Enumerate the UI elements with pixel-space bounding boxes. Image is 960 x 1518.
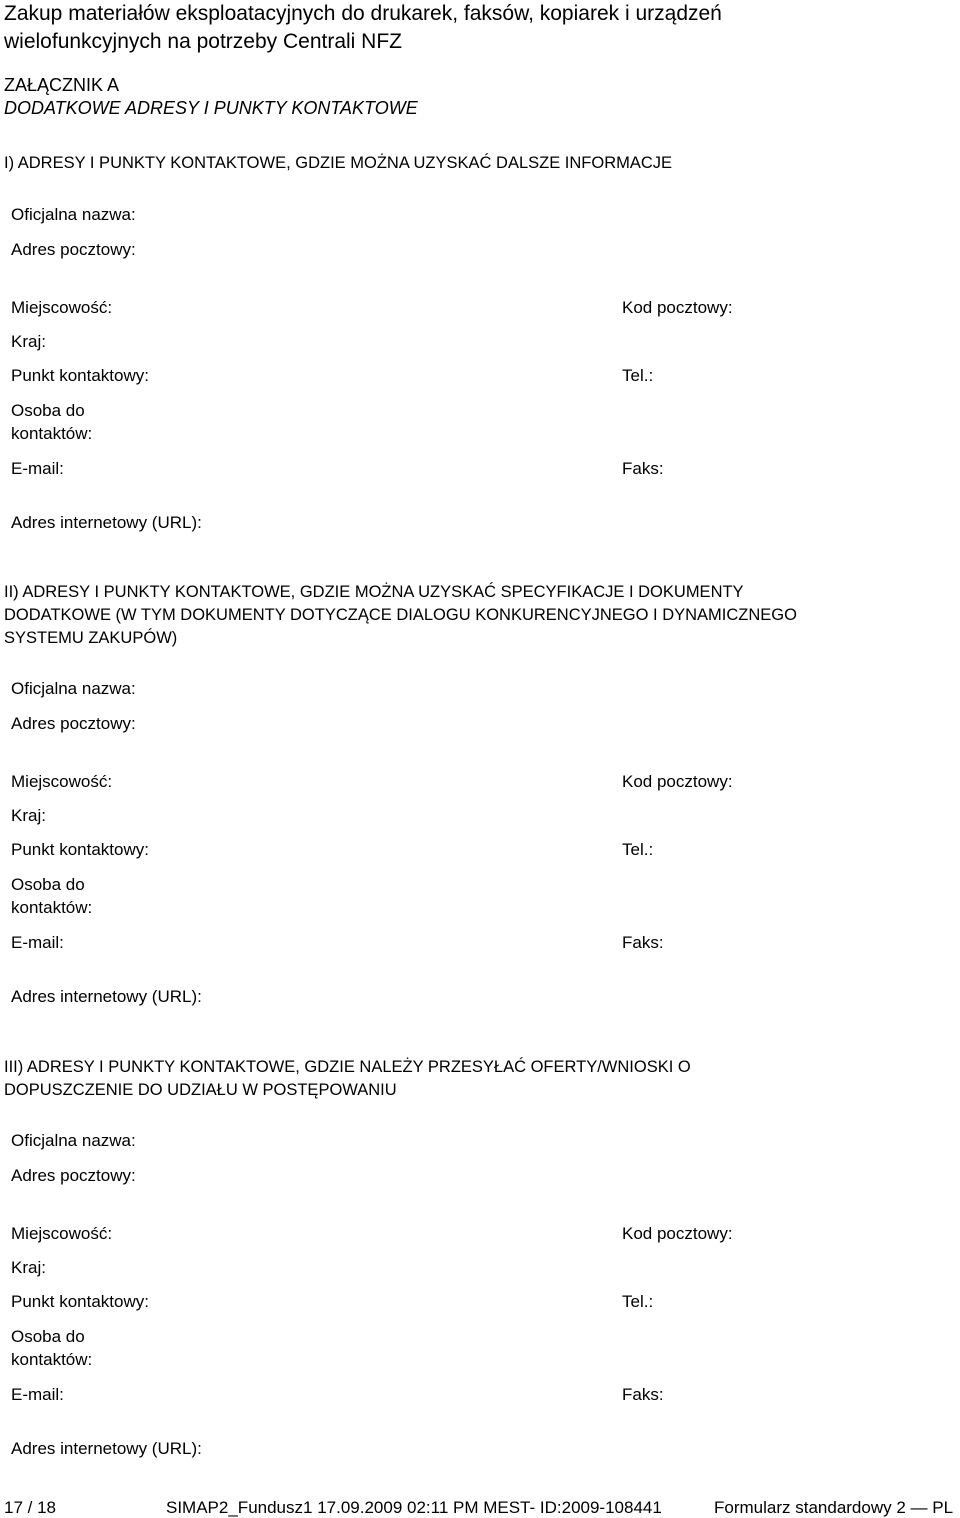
section-3-official-name-label: Oficjalna nazwa:: [11, 1131, 136, 1150]
document-title: [4, 0, 954, 56]
contact-person-line-1: Osoba do: [11, 1327, 85, 1346]
section-1-postal-address-label: Adres pocztowy:: [11, 240, 136, 259]
section-2-tel-label: Tel.:: [622, 840, 654, 859]
contact-person-line-2: kontaktów:: [11, 424, 93, 443]
section-2-contact-person-label: [11, 873, 92, 919]
section-3-heading-line-2: DOPUSZCZENIE DO UDZIAŁU W POSTĘPOWANIU: [4, 1081, 397, 1099]
section-1-postal-code-label: Kod pocztowy:: [622, 298, 733, 317]
section-2-heading: [4, 581, 954, 650]
contact-person-line-1: Osoba do: [11, 401, 85, 420]
section-1-country-label: Kraj:: [11, 332, 46, 351]
section-1-contact-point-label: Punkt kontaktowy:: [11, 366, 149, 385]
section-2-postal-address-label: Adres pocztowy:: [11, 714, 136, 733]
annex-subtitle: DODATKOWE ADRESY I PUNKTY KONTAKTOWE: [4, 98, 418, 118]
section-3-heading-line-1: III) ADRESY I PUNKTY KONTAKTOWE, GDZIE NALEŻY PRZESYŁAĆ OFERTY/WNIOSKI O: [4, 1058, 691, 1076]
section-1-url-label: Adres internetowy (URL):: [11, 513, 202, 532]
section-2-heading-line-2: DODATKOWE (W TYM DOKUMENTY DOTYCZĄCE DIALOGU KONKURENCYJNEGO I DYNAMICZNEGO: [4, 606, 797, 624]
section-3-town-label: Miejscowość:: [11, 1224, 113, 1243]
document-title-line-2: wielofunkcyjnych na potrzeby Centrali NFZ: [4, 30, 402, 53]
section-1-town-label: Miejscowość:: [11, 298, 113, 317]
footer-divider: [0, 1492, 960, 1493]
section-3-contact-person-label: [11, 1325, 92, 1371]
section-2-country-label: Kraj:: [11, 806, 46, 825]
section-2-email-label: E-mail:: [11, 933, 64, 952]
section-3-contact-point-label: Punkt kontaktowy:: [11, 1292, 149, 1311]
section-1-email-label: E-mail:: [11, 459, 64, 478]
footer-simap-id: SIMAP2_Fundusz1 17.09.2009 02:11 PM MEST- ID:2009-108441: [166, 1498, 662, 1517]
footer-page-number: 17 / 18: [4, 1498, 56, 1517]
section-3-tel-label: Tel.:: [622, 1292, 654, 1311]
section-2-town-label: Miejscowość:: [11, 772, 113, 791]
section-3-fax-label: Faks:: [622, 1385, 664, 1404]
section-1-fax-label: Faks:: [622, 459, 664, 478]
section-3-postal-code-label: Kod pocztowy:: [622, 1224, 733, 1243]
section-3-postal-address-label: Adres pocztowy:: [11, 1166, 136, 1185]
contact-person-line-2: kontaktów:: [11, 1350, 93, 1369]
section-2-heading-line-1: II) ADRESY I PUNKTY KONTAKTOWE, GDZIE MOŻNA UZYSKAĆ SPECYFIKACJE I DOKUMENTY: [4, 583, 744, 601]
section-1-tel-label: Tel.:: [622, 366, 654, 385]
contact-person-line-2: kontaktów:: [11, 898, 93, 917]
footer-form-name: Formularz standardowy 2 — PL: [714, 1498, 954, 1517]
section-2-url-label: Adres internetowy (URL):: [11, 987, 202, 1006]
document-title-line-1: Zakup materiałów eksploatacyjnych do drukarek, faksów, kopiarek i urządzeń: [4, 2, 722, 25]
section-1-official-name-label: Oficjalna nazwa:: [11, 205, 136, 224]
section-3-email-label: E-mail:: [11, 1385, 64, 1404]
section-3-heading: [4, 1056, 954, 1102]
annex-label: ZAŁĄCZNIK A: [4, 75, 120, 95]
section-3-country-label: Kraj:: [11, 1258, 46, 1277]
section-2-contact-point-label: Punkt kontaktowy:: [11, 840, 149, 859]
section-1-heading-line-1: I) ADRESY I PUNKTY KONTAKTOWE, GDZIE MOŻNA UZYSKAĆ DALSZE INFORMACJE: [4, 154, 673, 172]
section-1-heading: [4, 152, 954, 175]
section-2-postal-code-label: Kod pocztowy:: [622, 772, 733, 791]
section-2-official-name-label: Oficjalna nazwa:: [11, 679, 136, 698]
section-2-heading-line-3: SYSTEMU ZAKUPÓW): [4, 629, 178, 647]
page-footer: [0, 1497, 960, 1518]
contact-person-line-1: Osoba do: [11, 875, 85, 894]
section-2-fax-label: Faks:: [622, 933, 664, 952]
section-3-url-label: Adres internetowy (URL):: [11, 1439, 202, 1458]
section-1-contact-person-label: [11, 399, 92, 445]
